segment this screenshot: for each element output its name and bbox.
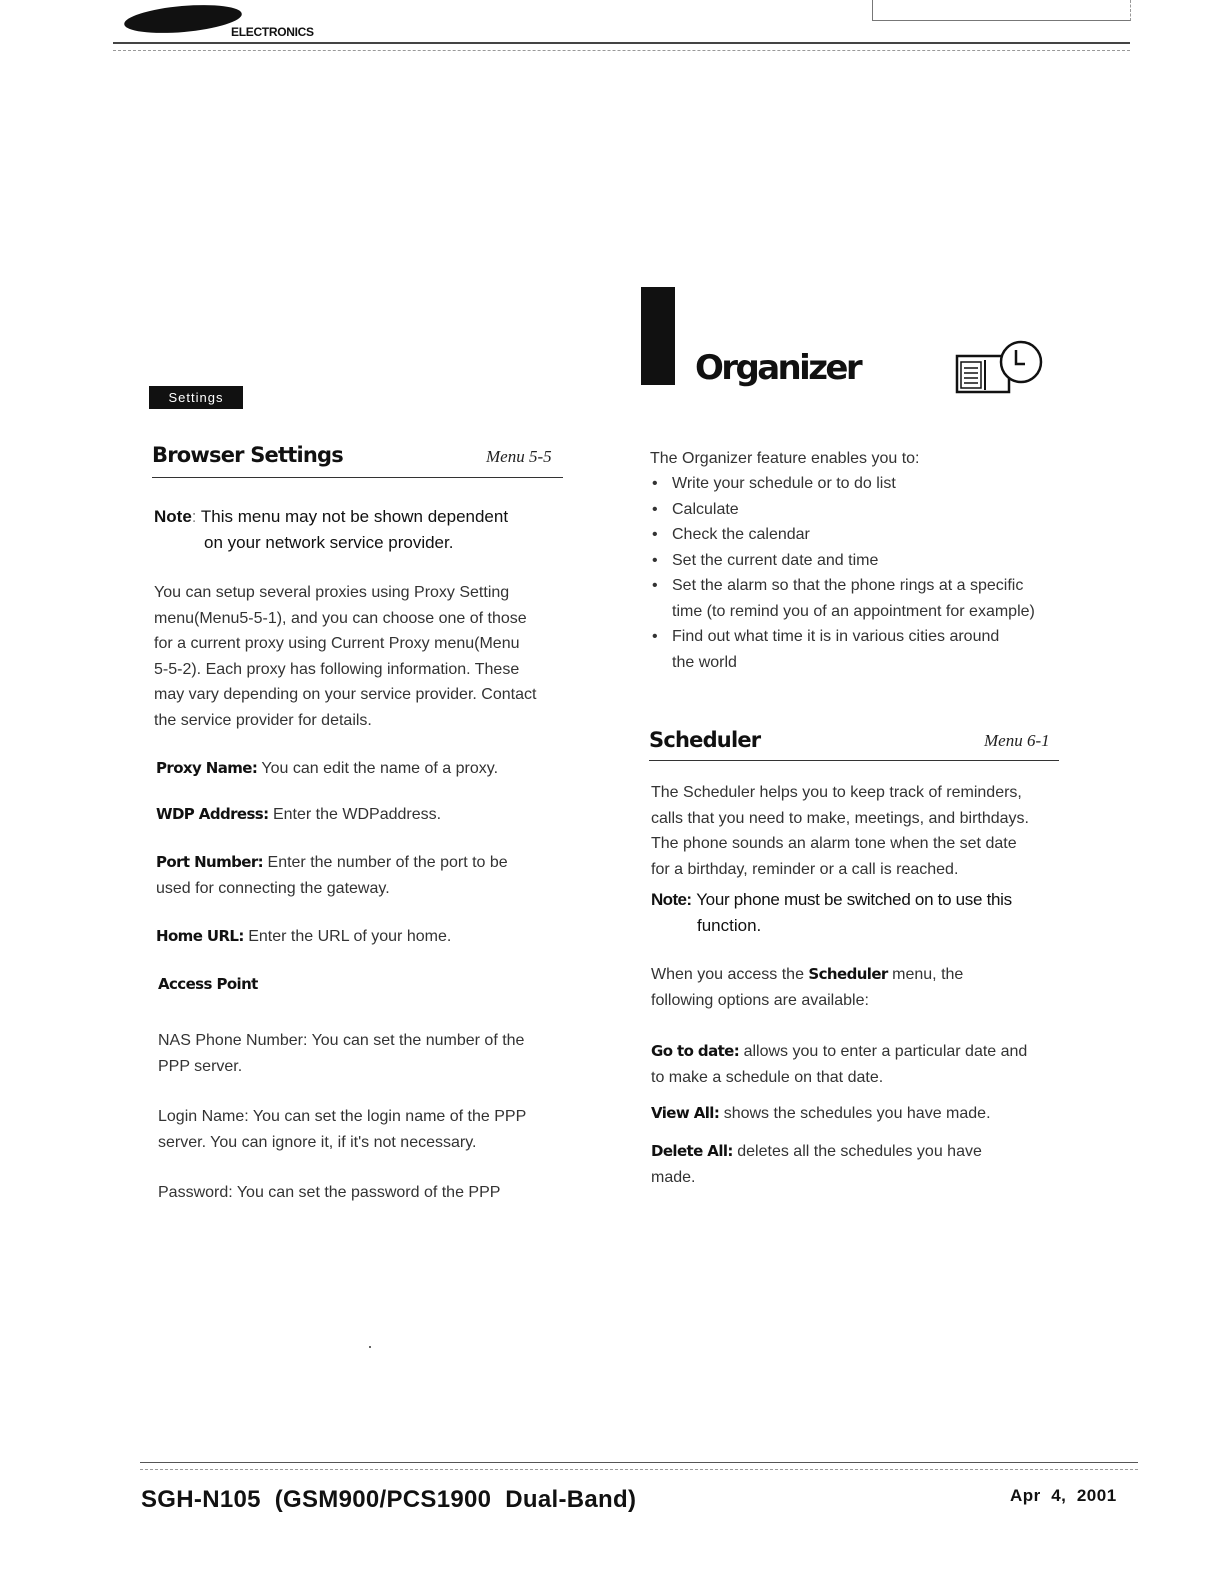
- section-rule: [152, 477, 563, 478]
- wdp-address-field: [156, 802, 576, 828]
- section-rule: [649, 760, 1059, 761]
- list-item-text: • Calculate: [672, 500, 739, 518]
- footer-rule-dashed: [140, 1469, 1138, 1470]
- field-description: Enter the WDPaddress.: [272, 806, 442, 823]
- list-item: [650, 497, 1080, 523]
- network-note: Note: This menu may not be shown dependent on your network service provider.: [154, 504, 574, 556]
- option-description: deletes all the schedules you have: [737, 1143, 982, 1160]
- note-label: Note: [154, 507, 192, 526]
- paragraph-line: following options are available:: [651, 991, 869, 1009]
- paragraph-text: When you access the: [651, 966, 804, 983]
- scheduler-menu-name: Scheduler: [808, 965, 888, 983]
- go-to-date-option: [651, 1039, 1081, 1090]
- paragraph-line: Login Name: You can set the login name of the PPP: [158, 1108, 527, 1125]
- note-line: This menu may not be shown dependent: [200, 507, 509, 526]
- organizer-clock-icon: [955, 340, 1047, 398]
- paragraph-line: the service provider for details.: [154, 711, 372, 729]
- browser-settings-title: Browser Settings: [152, 443, 343, 467]
- chapter-bar: [641, 287, 675, 385]
- footer-model-name: SGH-N105 (GSM900/PCS1900 Dual-Band): [141, 1486, 637, 1513]
- list-item: [650, 548, 1080, 574]
- scheduler-description: [651, 780, 1081, 882]
- paragraph-line: Password: You can set the password of the PPP: [158, 1184, 501, 1201]
- option-term: View All:: [651, 1104, 720, 1122]
- organizer-feature-list: [650, 471, 1080, 675]
- footer-date: Apr 4, 2001: [1010, 1486, 1117, 1505]
- field-term: Port Number:: [156, 853, 264, 871]
- access-point-item: [158, 1180, 578, 1206]
- field-term: Home URL:: [156, 927, 244, 945]
- paragraph-line: menu(Menu5-5-1), and you can choose one of those: [154, 609, 527, 627]
- list-item-text: • Find out what time it is in various cities around: [672, 628, 1000, 645]
- document-number-box: [872, 0, 1131, 21]
- scheduler-menu-ref: Menu 6-1: [984, 731, 1050, 750]
- option-term: Delete All:: [651, 1142, 733, 1160]
- option-description: allows you to enter a particular date and: [743, 1043, 1028, 1060]
- scan-speck: [369, 1346, 371, 1348]
- paragraph-line: PPP server.: [158, 1057, 243, 1075]
- list-item: [650, 522, 1080, 548]
- paragraph-line: NAS Phone Number: You can set the number of the: [158, 1032, 525, 1049]
- organizer-intro: The Organizer feature enables you to:: [650, 450, 920, 467]
- paragraph-line: 5-5-2). Each proxy has following information. These: [154, 660, 520, 678]
- header-rule: [113, 42, 1130, 44]
- port-number-field: [156, 850, 576, 901]
- section-tag: Settings: [149, 386, 243, 409]
- field-description: Enter the number of the port to be: [267, 854, 508, 871]
- paragraph-line: The phone sounds an alarm tone when the set date: [651, 835, 1017, 852]
- access-point-item: [158, 1104, 578, 1155]
- home-url-field: [156, 924, 576, 950]
- paragraph-line: server. You can ignore it, if it's not necessary.: [158, 1133, 477, 1151]
- power-note: [651, 887, 1081, 939]
- scheduler-title: Scheduler: [649, 728, 761, 752]
- list-item: [650, 471, 1080, 497]
- access-point-title: Access Point: [158, 975, 258, 993]
- field-description: used for connecting the gateway.: [156, 879, 390, 897]
- browser-settings-menu-ref: Menu 5-5: [486, 447, 552, 466]
- paragraph-line: You can setup several proxies using Proxy Setting: [154, 584, 510, 601]
- paragraph-line: The Scheduler helps you to keep track of reminders,: [651, 784, 1022, 801]
- list-item-text: time (to remind you of an appointment for example): [672, 602, 1035, 620]
- organizer-title: Organizer: [695, 348, 861, 388]
- proxy-name-field: [156, 756, 576, 782]
- note-label: Note:: [651, 890, 692, 909]
- paragraph-line: may vary depending on your service provider. Contact: [154, 686, 537, 703]
- list-item-text: the world: [672, 653, 737, 671]
- footer-rule: [140, 1462, 1138, 1463]
- paragraph-line: for a current proxy using Current Proxy menu(Menu: [154, 635, 520, 652]
- scheduler-access-paragraph: [651, 962, 1081, 1013]
- paragraph-text: menu, the: [892, 966, 964, 983]
- option-description: to make a schedule on that date.: [651, 1068, 884, 1086]
- list-item: [650, 624, 1080, 675]
- paragraph-line: for a birthday, reminder or a call is reached.: [651, 860, 959, 878]
- field-term: WDP Address:: [156, 805, 269, 823]
- option-description: made.: [651, 1168, 696, 1186]
- view-all-option: [651, 1101, 1081, 1127]
- list-item-text: • Set the current date and time: [672, 551, 879, 569]
- option-term: Go to date:: [651, 1042, 740, 1060]
- delete-all-option: [651, 1139, 1081, 1190]
- note-line: on your network service provider.: [204, 533, 454, 552]
- field-term: Proxy Name:: [156, 759, 258, 777]
- samsung-logo: [123, 1, 243, 37]
- header-rule-dashed: [113, 50, 1130, 51]
- list-item: [650, 573, 1080, 624]
- field-description: You can edit the name of a proxy.: [261, 760, 499, 777]
- proxy-intro-paragraph: [154, 580, 574, 733]
- access-point-item: [158, 1028, 578, 1079]
- note-line: Your phone must be switched on to use this: [696, 890, 1012, 909]
- logo-division-text: ELECTRONICS: [231, 25, 314, 39]
- list-item-text: • Set the alarm so that the phone rings at a specific: [672, 577, 1024, 594]
- paragraph-line: calls that you need to make, meetings, and birthdays.: [651, 809, 1029, 827]
- note-line: function.: [697, 916, 762, 935]
- field-description: Enter the URL of your home.: [248, 928, 452, 945]
- list-item-text: • Check the calendar: [672, 526, 810, 543]
- option-description: shows the schedules you have made.: [723, 1105, 991, 1122]
- list-item-text: • Write your schedule or to do list: [672, 475, 896, 492]
